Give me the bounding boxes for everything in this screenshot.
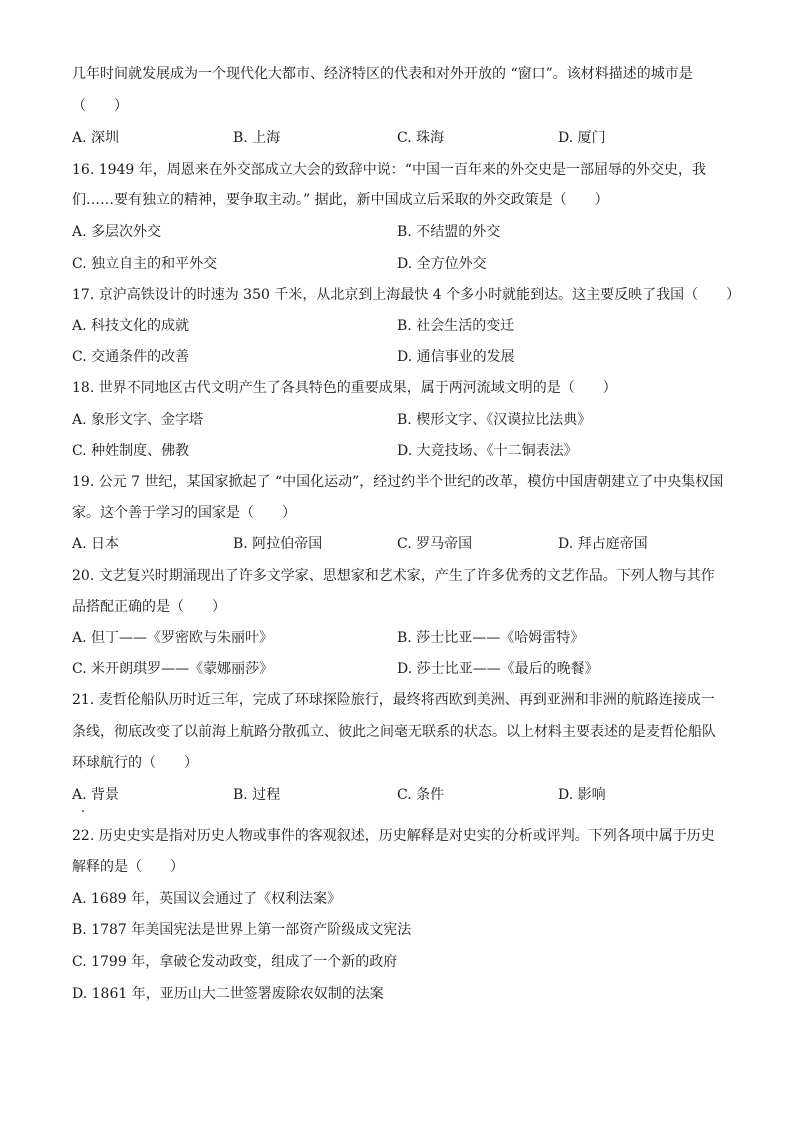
- q17-option-c: C. 交通条件的改善: [72, 349, 190, 365]
- q18-stem-line-1: 18. 世界不同地区古代文明产生了各具特色的重要成果，属于两河流域文明的是（ ）: [72, 380, 617, 396]
- q18-option-b: B. 楔形文字、《汉谟拉比法典》: [397, 412, 592, 428]
- q16-option-d: D. 全方位外交: [397, 256, 487, 272]
- q22-option-d: D. 1861 年，亚历山大二世签署废除农奴制的法案: [72, 986, 384, 1002]
- q22-stem-line-1: 22. 历史史实是指对历史人物或事件的客观叙述，历史解释是对史实的分析或评判。下列各项中属于历史: [72, 828, 715, 844]
- q19-stem-line-1: 19. 公元 7 世纪，某国家掀起了 “中国化运动”，经过约半个世纪的改革，模仿中国唐朝建立了中央集权国: [72, 474, 724, 490]
- q20-option-c: C. 米开朗琪罗——《蒙娜丽莎》: [72, 661, 274, 677]
- q16-stem-line-1: 16. 1949 年，周恩来在外交部成立大会的致辞中说：“中国一百年来的外交史是一部屈辱的外交史，我: [72, 162, 706, 178]
- q22-option-b: B. 1787 年美国宪法是世界上第一部资产阶级成文宪法: [72, 922, 412, 938]
- q19-option-c: C. 罗马帝国: [397, 536, 473, 552]
- q17-stem-line-1: 17. 京沪高铁设计的时速为 350 千米，从北京到上海最快 4 个多小时就能到达。这主要反映了我国（ ）: [72, 287, 741, 303]
- q19-option-d: D. 拜占庭帝国: [558, 536, 648, 552]
- q20-option-b: B. 莎士比亚——《哈姆雷特》: [397, 630, 585, 646]
- q15-stem-line-2: （ ）: [72, 98, 128, 114]
- q19-option-b: B. 阿拉伯帝国: [233, 536, 323, 552]
- q18-option-a: A. 象形文字、金字塔: [72, 412, 204, 428]
- q20-stem-line-1: 20. 文艺复兴时期涌现出了许多文学家、思想家和艺术家，产生了许多优秀的文艺作品。下列人物与其作: [72, 568, 715, 584]
- q18-option-d: D. 大竞技场、《十二铜表法》: [397, 443, 578, 459]
- q22-option-c: C. 1799 年，拿破仑发动政变，组成了一个新的政府: [72, 954, 398, 970]
- q21-stem-line-3: 环球航行的（ ）: [72, 755, 198, 771]
- q18-option-c: C. 种姓制度、佛教: [72, 443, 190, 459]
- q21-option-c: C. 条件: [397, 787, 445, 803]
- q16-stem-line-2: 们……要有独立的精神，要争取主动。” 据此，新中国成立后采取的外交政策是（ ）: [72, 192, 609, 208]
- q20-option-a: A. 但丁——《罗密欧与朱丽叶》: [72, 630, 274, 646]
- q20-option-d: D. 莎士比亚——《最后的晚餐》: [397, 661, 599, 677]
- q16-option-a: A. 多层次外交: [72, 224, 162, 240]
- q21-option-d: D. 影响: [558, 787, 606, 803]
- q15-option-b: B. 上海: [233, 130, 281, 146]
- q17-option-d: D. 通信事业的发展: [397, 349, 515, 365]
- q15-option-c: C. 珠海: [397, 130, 445, 146]
- q17-option-b: B. 社会生活的变迁: [397, 318, 515, 334]
- q22-option-a: A. 1689 年，英国议会通过了《权利法案》: [72, 891, 342, 907]
- q16-option-b: B. 不结盟的外交: [397, 224, 501, 240]
- q19-option-a: A. 日本: [72, 536, 120, 552]
- stray-dot-mark: [82, 810, 84, 812]
- q21-option-a: A. 背景: [72, 787, 120, 803]
- q21-stem-line-1: 21. 麦哲伦船队历时近三年，完成了环球探险旅行，最终将西欧到美洲、再到亚洲和非洲的航路连接成一: [72, 692, 715, 708]
- q15-stem-line-1: 几年时间就发展成为一个现代化大都市、经济特区的代表和对外开放的 “窗口”。该材料描述的城市是: [72, 66, 693, 82]
- q15-option-a: A. 深圳: [72, 130, 120, 146]
- q19-stem-line-2: 家。这个善于学习的国家是（ ）: [72, 505, 296, 521]
- q20-stem-line-2: 品搭配正确的是（ ）: [72, 599, 226, 615]
- q22-stem-line-2: 解释的是（ ）: [72, 859, 184, 875]
- q21-stem-line-2: 条线，彻底改变了以前海上航路分散孤立、彼此之间毫无联系的状态。以上材料主要表述的是麦哲伦船队: [72, 724, 716, 740]
- q15-option-d: D. 厦门: [558, 130, 606, 146]
- q21-option-b: B. 过程: [233, 787, 281, 803]
- q17-option-a: A. 科技文化的成就: [72, 318, 190, 334]
- q16-option-c: C. 独立自主的和平外交: [72, 256, 218, 272]
